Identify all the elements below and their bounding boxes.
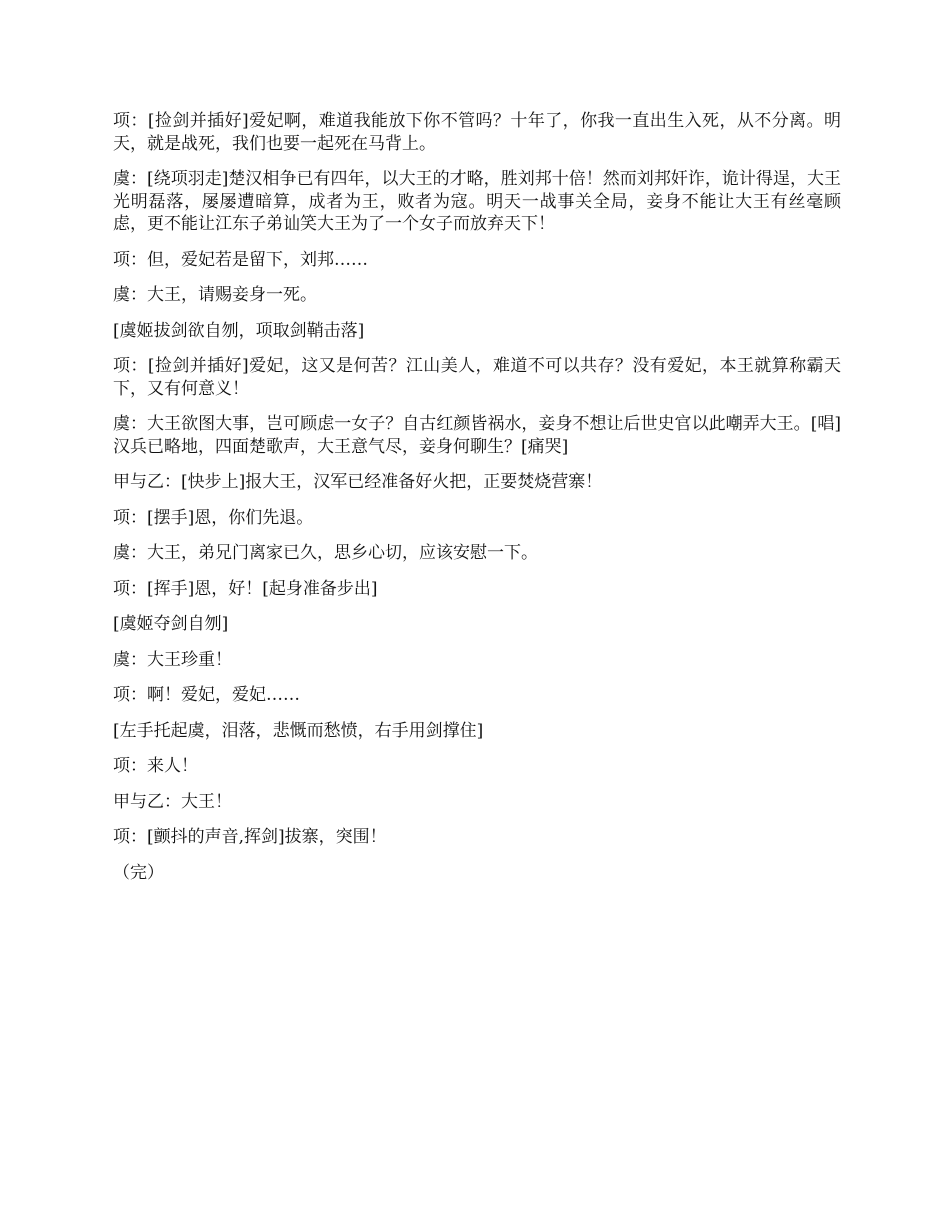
dialogue-line: 项：啊！爱妃，爱妃…… <box>113 685 300 705</box>
dialogue-line: 甲与乙：大王！ <box>113 791 232 812</box>
dialogue-line: 虞：大王，请赐妾身一死。 <box>113 285 317 305</box>
stage-direction: [虞姬拔剑欲自刎，项取剑鞘击落] <box>113 320 365 341</box>
document-page <box>113 110 841 897</box>
dialogue-line: 虞：大王珍重！ <box>113 649 232 670</box>
dialogue-line: 项：但，爱妃若是留下，刘邦…… <box>113 249 368 270</box>
end-marker: （完） <box>113 862 164 883</box>
dialogue-line: 项：[摆手]恩，你们先退。 <box>113 507 314 528</box>
dialogue-line: 虞：大王欲图大事，岂可顾虑一女子？自古红颜皆祸水，妾身不想让后世史官以此嘲弄大王。[唱]汉兵已略地，四面楚歌声，大王意气尽，妾身何聊生？[痛哭] <box>113 414 841 457</box>
dialogue-line: 项：来人！ <box>113 756 198 776</box>
stage-direction: [虞姬夺剑自刎] <box>113 614 229 634</box>
dialogue-line: 甲与乙：[快步上]报大王，汉军已经准备好火把，正要焚烧营寨！ <box>113 472 603 492</box>
dialogue-line: 项：[颤抖的声音,挥剑]拔寨，突围！ <box>113 827 387 847</box>
dialogue-line: 项：[捡剑并插好]爱妃，这又是何苦？江山美人，难道不可以共存？没有爱妃，本王就算称霸天下，又有何意义！ <box>113 356 841 399</box>
stage-direction: [左手托起虞，泪落，悲慨而愁愤，右手用剑撑住] <box>113 720 484 741</box>
dialogue-line: 项：[捡剑并插好]爱妃啊，难道我能放下你不管吗？十年了，你我一直出生入死，从不分离。明天，就是战死，我们也要一起死在马背上。 <box>113 111 841 154</box>
dialogue-line: 虞：[绕项羽走]楚汉相争已有四年，以大王的才略，胜刘邦十倍！然而刘邦奸诈，诡计得逞，大王光明磊落，屡屡遭暗算，成者为王，败者为寇。明天一战事关全局，妾身不能让大王有丝毫顾虑，更不能让江东子弟讪笑大王为了一个女子而放弃天下！ <box>113 169 841 234</box>
dialogue-line: 虞：大王，弟兄门离家已久，思乡心切，应该安慰一下。 <box>113 543 538 563</box>
dialogue-line: 项：[挥手]恩，好！[起身准备步出] <box>113 578 378 599</box>
